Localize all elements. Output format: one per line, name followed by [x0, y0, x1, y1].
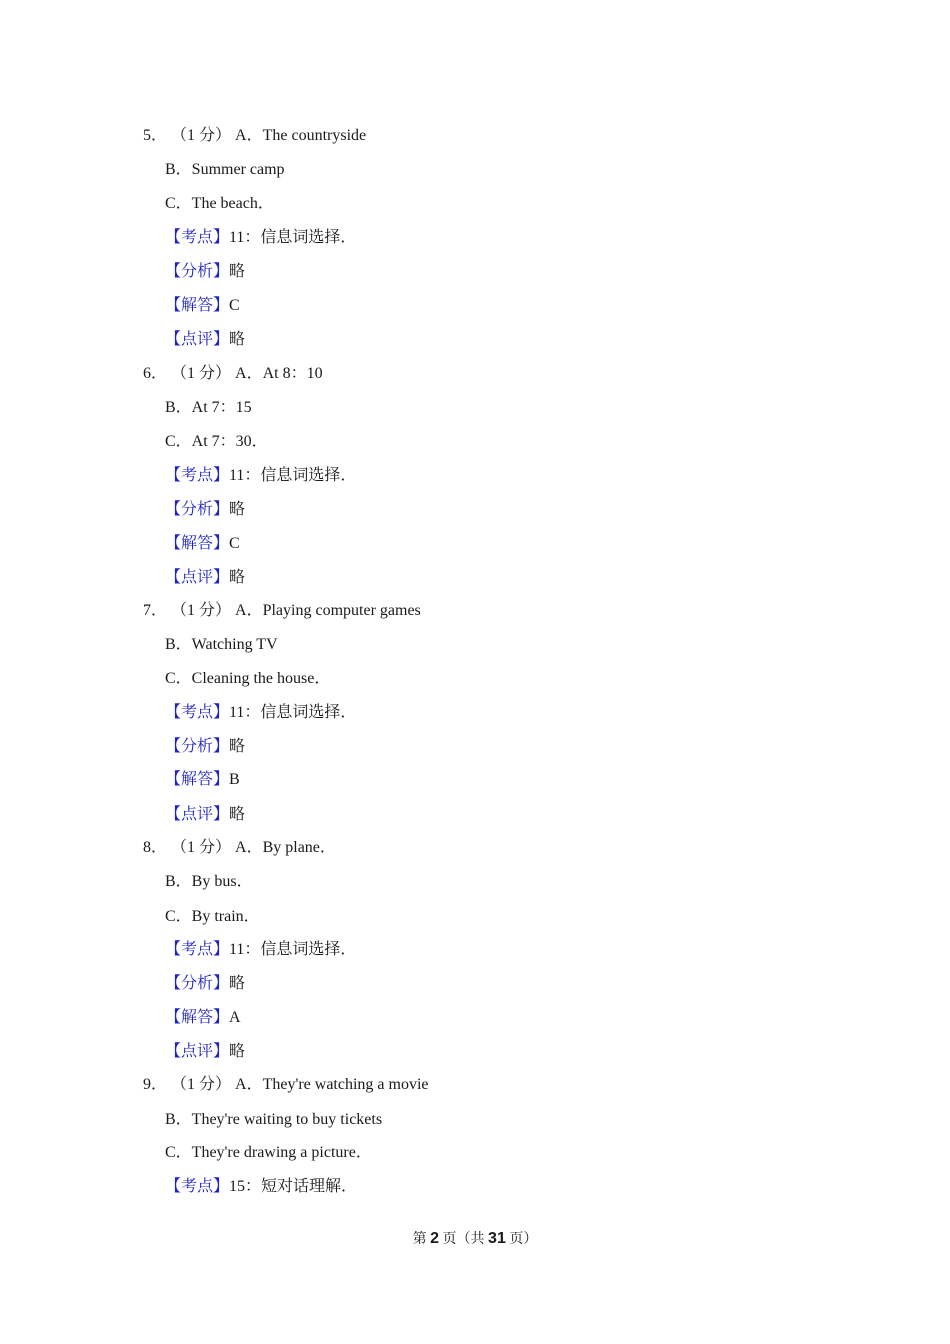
fenxi-label: 【分析】 — [165, 975, 230, 992]
option-b: B．By bus． — [165, 873, 253, 890]
kaodian-text: 11：信息词选择． — [229, 941, 357, 958]
jieda-line — [165, 770, 240, 790]
question-score: （1 分） — [171, 602, 232, 619]
dianping-label: 【点评】 — [165, 806, 230, 823]
kaodian-label: 【考点】 — [165, 229, 230, 246]
jieda-text: C — [229, 297, 240, 314]
fenxi-label: 【分析】 — [165, 263, 230, 280]
option-c: C．At 7：30． — [165, 433, 268, 450]
option-c: C．They're drawing a picture． — [165, 1144, 372, 1161]
fenxi-line — [165, 737, 245, 757]
question-score: （1 分） — [171, 1076, 232, 1093]
fenxi-text: 略 — [229, 975, 246, 992]
fenxi-line — [165, 500, 245, 520]
dianping-line — [165, 1042, 245, 1062]
dianping-text: 略 — [229, 806, 246, 823]
jieda-text: A — [229, 1009, 241, 1026]
dianping-text: 略 — [229, 569, 246, 586]
kaodian-line — [165, 703, 356, 723]
question-7-header — [143, 601, 421, 621]
kaodian-text: 11：信息词选择． — [229, 704, 357, 721]
kaodian-label: 【考点】 — [165, 941, 230, 958]
kaodian-line — [165, 228, 356, 248]
footer-prefix: 第 — [412, 1232, 431, 1247]
kaodian-line — [165, 466, 356, 486]
option-a: A．By plane． — [235, 839, 336, 856]
question-8-header — [143, 838, 336, 858]
option-b: B．At 7：15 — [165, 399, 252, 416]
option-a: A．They're watching a movie — [235, 1076, 429, 1093]
option-c: C．By train． — [165, 908, 260, 925]
jieda-label: 【解答】 — [165, 771, 230, 788]
fenxi-text: 略 — [229, 501, 246, 518]
option-c: C．Cleaning the house． — [165, 670, 331, 687]
jieda-text: B — [229, 771, 240, 788]
kaodian-line — [165, 940, 356, 960]
kaodian-label: 【考点】 — [165, 1178, 230, 1195]
kaodian-line — [165, 1177, 357, 1197]
kaodian-text: 11：信息词选择． — [229, 229, 357, 246]
dianping-line — [165, 568, 245, 588]
jieda-line — [165, 296, 240, 316]
footer-middle: 页（共 — [439, 1232, 489, 1247]
question-score: （1 分） — [171, 839, 232, 856]
question-score: （1 分） — [171, 365, 232, 382]
question-6-header — [143, 364, 323, 384]
option-b: B．Summer camp — [165, 161, 285, 178]
fenxi-line — [165, 974, 245, 994]
question-number: 5． — [143, 127, 168, 144]
question-score: （1 分） — [171, 127, 232, 144]
kaodian-label: 【考点】 — [165, 467, 230, 484]
dianping-text: 略 — [229, 1043, 246, 1060]
option-a: A．At 8：10 — [235, 365, 323, 382]
option-a: A．The countryside — [235, 127, 367, 144]
dianping-label: 【点评】 — [165, 331, 230, 348]
fenxi-text: 略 — [229, 738, 246, 755]
dianping-text: 略 — [229, 331, 246, 348]
jieda-label: 【解答】 — [165, 297, 230, 314]
kaodian-text: 11：信息词选择． — [229, 467, 357, 484]
jieda-line — [165, 534, 240, 554]
option-b: B．Watching TV — [165, 636, 278, 653]
fenxi-line — [165, 262, 245, 282]
dianping-label: 【点评】 — [165, 569, 230, 586]
question-number: 6． — [143, 365, 168, 382]
question-number: 9． — [143, 1076, 168, 1093]
dianping-line — [165, 330, 245, 350]
footer-suffix: 页） — [505, 1232, 538, 1247]
dianping-label: 【点评】 — [165, 1043, 230, 1060]
fenxi-label: 【分析】 — [165, 501, 230, 518]
kaodian-text: 15：短对话理解． — [229, 1178, 358, 1195]
jieda-line — [165, 1008, 241, 1028]
question-number: 7． — [143, 602, 168, 619]
jieda-label: 【解答】 — [165, 1009, 230, 1026]
fenxi-label: 【分析】 — [165, 738, 230, 755]
kaodian-label: 【考点】 — [165, 704, 230, 721]
dianping-line — [165, 805, 245, 825]
option-c: C．The beach． — [165, 195, 274, 212]
option-b: B．They're waiting to buy tickets — [165, 1111, 383, 1128]
jieda-label: 【解答】 — [165, 535, 230, 552]
current-page-number: 2 — [430, 1230, 440, 1247]
page-footer — [0, 1229, 950, 1250]
question-number: 8． — [143, 839, 168, 856]
jieda-text: C — [229, 535, 240, 552]
question-5-header — [143, 126, 366, 146]
question-9-header — [143, 1075, 429, 1095]
fenxi-text: 略 — [229, 263, 246, 280]
total-pages-number: 31 — [488, 1230, 506, 1247]
option-a: A．Playing computer games — [235, 602, 421, 619]
